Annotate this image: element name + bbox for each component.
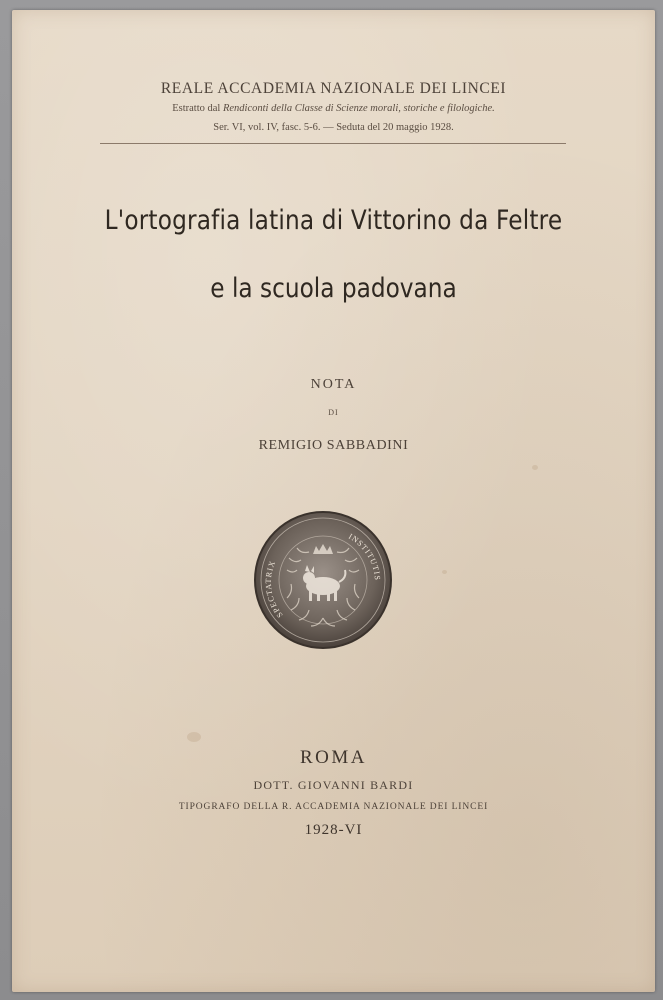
lynx-seal-icon bbox=[253, 510, 393, 650]
paper-stain bbox=[187, 732, 201, 742]
imprint-city: ROMA bbox=[299, 747, 367, 768]
imprint-typographer: TIPOGRAFO DELLA R. ACCADEMIA NAZIONALE DEI LINCEI bbox=[178, 802, 489, 812]
paper-stain bbox=[532, 465, 538, 470]
title-line-2: e la scuola padovana bbox=[210, 273, 457, 304]
imprint-year: 1928-VI bbox=[304, 822, 363, 838]
document-cover-page bbox=[12, 10, 655, 992]
paper-stain bbox=[442, 570, 447, 574]
title-line-1: L'ortografia latina di Vittorino da Feltre bbox=[104, 205, 563, 236]
di-label: DI bbox=[328, 408, 339, 417]
imprint-printer: DOTT. GIOVANNI BARDI bbox=[253, 778, 414, 792]
author-name: REMIGIO SABBADINI bbox=[258, 438, 409, 453]
extract-prefix: Estratto dal bbox=[172, 103, 223, 114]
extract-journal: Rendiconti della Classe di Scienze morali, storiche e filologiche. bbox=[222, 103, 495, 114]
seal-inscription-right: INSTITUTIS bbox=[346, 531, 383, 582]
series-line: Ser. VI, vol. IV, fasc. 5-6. — Seduta del 20 maggio 1928. bbox=[213, 122, 454, 133]
seal-inscription-left: SPECTATRIX bbox=[263, 558, 285, 620]
nota-label: NOTA bbox=[310, 377, 357, 392]
academy-heading: REALE ACCADEMIA NAZIONALE DEI LINCEI bbox=[160, 80, 507, 97]
extract-note bbox=[12, 103, 655, 114]
header-divider bbox=[100, 143, 566, 144]
